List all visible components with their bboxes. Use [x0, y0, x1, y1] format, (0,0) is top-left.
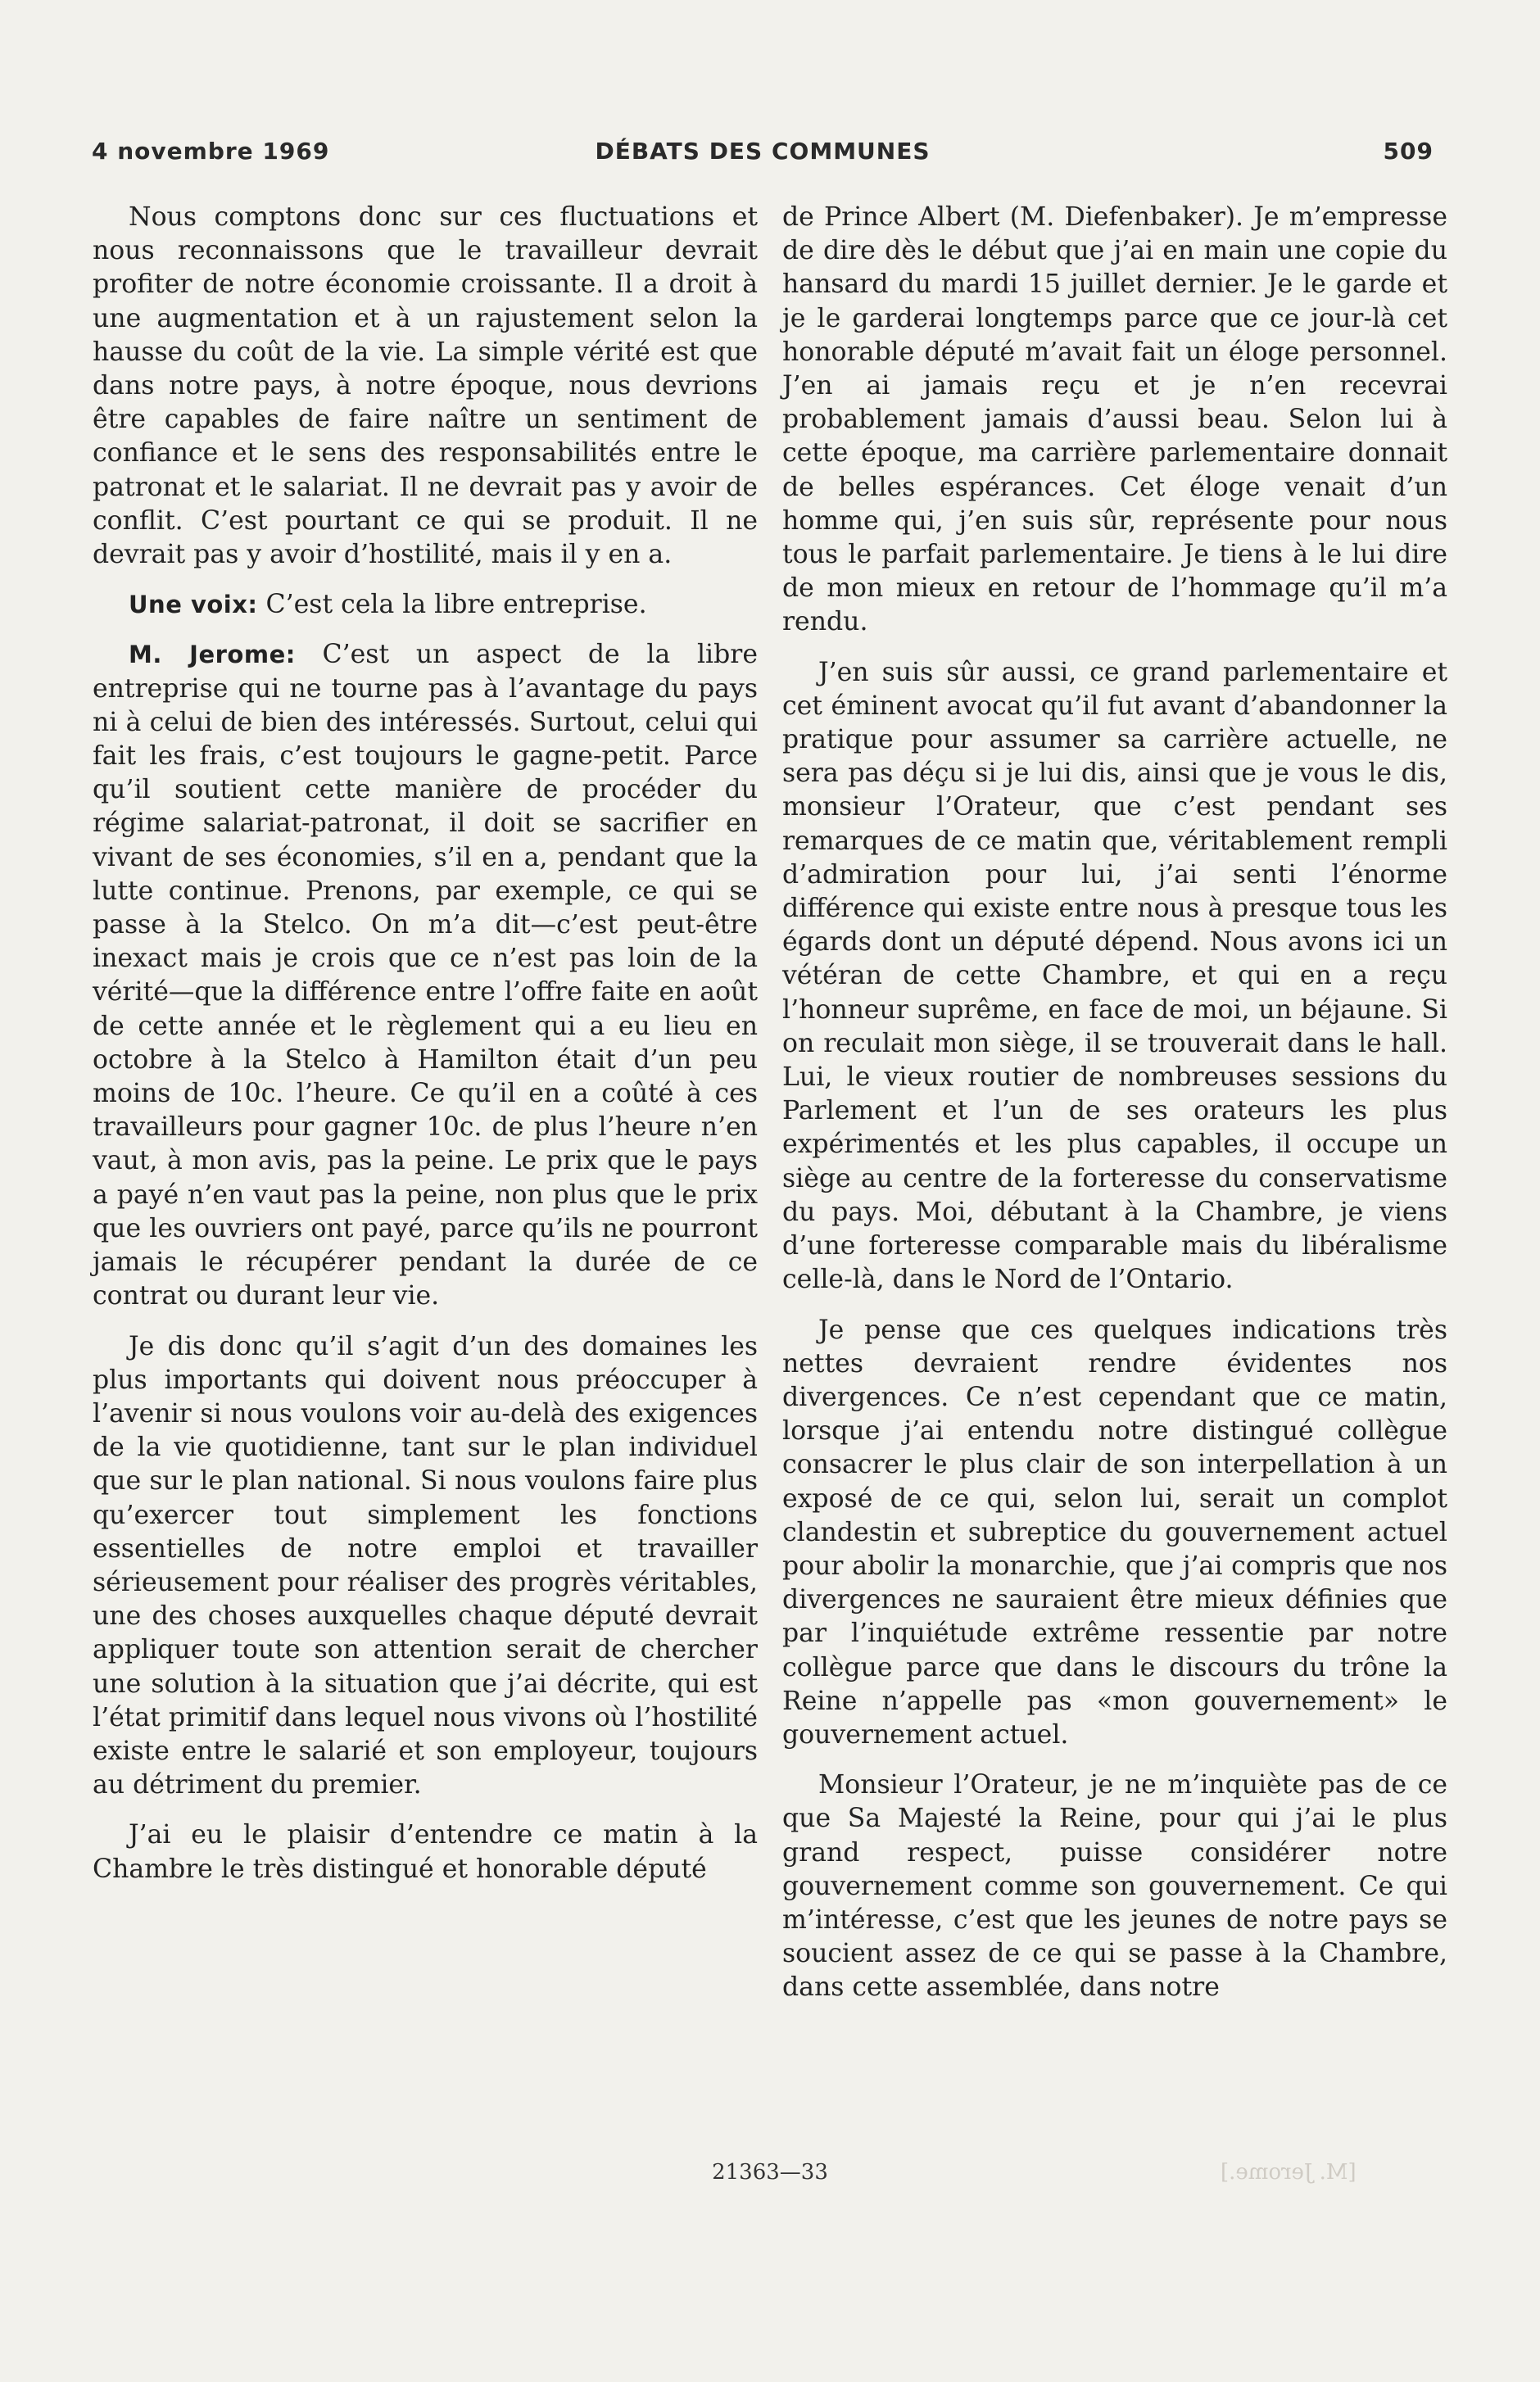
paragraph-interjection: [93, 588, 758, 622]
paragraph: Monsieur l’Orateur, je ne m’inquiète pas de ce que Sa Majesté la Reine, pour qui j’ai le plus grand respect, puisse considérer notre gouvernement comme son gouvernement. Ce qui m’intéresse, c’est que les jeunes de notre pays se soucient assez de ce qui se passe à la Chambre, dans cette assemblée, dans notre: [782, 1770, 1447, 2003]
paragraph: Je pense que ces quelques indications très nettes devraient rendre évidentes nos divergences. Ce n’est cependant que ce matin, lorsque j’ai entendu notre distingué collègue consacrer le plus clair de son interpellation à un exposé de ce qui, selon lui, serait un complot clandestin et subreptice du gouvernement actuel pour abolir la monarchie, que j’ai compris que nos divergences ne sauraient être mieux définies que par l’inquiétude extrême ressentie par notre collègue parce que dans le discours du trône la Reine n’appelle pas «mon gouvernement» le gouvernement actuel.: [782, 1315, 1447, 1750]
header-date: 4 novembre 1969: [92, 138, 330, 165]
speech-text: C’est un aspect de la libre entreprise qui ne tourne pas à l’avantage du pays ni à celui de bien des intéressés. Surtout, celui qui fait les frais, c’est toujours le gagne-petit. Parce qu’il soutient cette manière de procéder du régime salariat-patronat, il doit se sacrifier en vivant de ses économies, s’il en a, pendant que la lutte continue. Prenons, par exemple, ce qui se passe à la Stelco. On m’a dit—c’est peut-être inexact mais je crois que ce n’est pas loin de la vérité—que la différence entre l’offre faite en août de cette année et le règlement qui a eu lieu en octobre à la Stelco à Hamilton était d’un peu moins de 10c. l’heure. Ce qu’il en a coûté à ces travailleurs pour gagner 10c. de plus l’heure n’en vaut, à mon avis, pas la peine. Le prix que le pays a payé n’en vaut pas la peine, non plus que le prix que les ouvriers ont payé, parce qu’ils ne pourront jamais le récupérer pendant la durée de ce contrat ou durant leur vie.: [93, 640, 758, 1311]
printer-signature: 21363—33: [712, 2160, 828, 2185]
paragraph: Nous comptons donc sur ces fluctuations et nous reconnaissons que le travailleur devrait profiter de notre économie croissante. Il a droit à une augmentation et à un rajustement selon la hausse du coût de la vie. La simple vérité est que dans notre pays, à notre époque, nous devrions être capables de faire naître un sentiment de confiance et le sens des responsabilités entre le patronat et le salariat. Il ne devrait pas y avoir de conflit. C’est pourtant ce qui se produit. Il ne devrait pas y avoir d’hostilité, mais il y en a.: [93, 202, 758, 570]
page-header: [92, 138, 1434, 170]
paragraph-continued: de Prince Albert (M. Diefenbaker). Je m’empresse de dire dès le début que j’ai en main une copie du hansard du mardi 15 juillet dernier. Je le garde et je le garderai longtemps parce que ce jour-là cet honorable député m’avait fait un éloge personnel. J’en ai jamais reçu et je n’en recevrai probablement jamais d’aussi beau. Selon lui à cette époque, ma carrière parlementaire donnait de belles espérances. Cet éloge venait d’un homme qui, j’en suis sûr, représente pour nous tous le parfait parlementaire. Je tiens à le lui dire de mon mieux en retour de l’hommage qu’il m’a rendu.: [782, 202, 1447, 637]
paragraph: J’ai eu le plaisir d’entendre ce matin à la Chambre le très distingué et honorable député: [93, 1820, 758, 1884]
header-title: DÉBATS DES COMMUNES: [595, 138, 931, 165]
left-column: [93, 201, 758, 1903]
paragraph: Je dis donc qu’il s’agit d’un des domaines les plus importants qui doivent nous préoccuper à l’avenir si nous voulons voir au-delà des exigences de la vie quotidienne, tant sur le plan individuel que sur le plan national. Si nous voulons faire plus qu’exercer tout simplement les fonctions essentielles de notre emploi et travailler sérieusement pour réaliser des progrès véritables, une des choses auxquelles chaque député devrait appliquer toute son attention serait de chercher une solution à la situation que j’ai décrite, qui est l’état primitif dans lequel nous vivons où l’hostilité existe entre le salarié et son employeur, toujours au détriment du premier.: [93, 1331, 758, 1800]
page-number: 509: [1383, 138, 1434, 165]
bleed-through-text: [M. Jerome.]: [1221, 2160, 1357, 2185]
right-column: [782, 201, 1447, 2022]
speaker-name: M. Jerome:: [129, 641, 296, 669]
paragraph: J’en suis sûr aussi, ce grand parlementaire et cet éminent avocat qu’il fut avant d’abandonner la pratique pour assumer sa carrière actuelle, ne sera pas déçu si je lui dis, ainsi que je vous le dis, monsieur l’Orateur, que c’est pendant ses remarques de ce matin que, véritablement rempli d’admiration pour lui, j’ai senti l’énorme différence qui existe entre nous à presque tous les égards dont un député dépend. Nous avons ici un vétéran de cette Chambre, et qui en a reçu l’honneur suprême, en face de moi, un béjaune. Si on reculait mon siège, il se trouverait dans le hall. Lui, le vieux routier de nombreuses sessions du Parlement et l’un de ses orateurs les plus expérimentés et les plus capables, il occupe un siège au centre de la forteresse du conservatisme du pays. Moi, débutant à la Chambre, je viens d’une forteresse comparable mais du libéralisme celle-là, dans le Nord de l’Ontario.: [782, 657, 1447, 1295]
speech-text: C’est cela la libre entreprise.: [257, 590, 647, 620]
speaker-name: Une voix:: [129, 591, 258, 619]
paragraph-speech: [93, 638, 758, 1313]
